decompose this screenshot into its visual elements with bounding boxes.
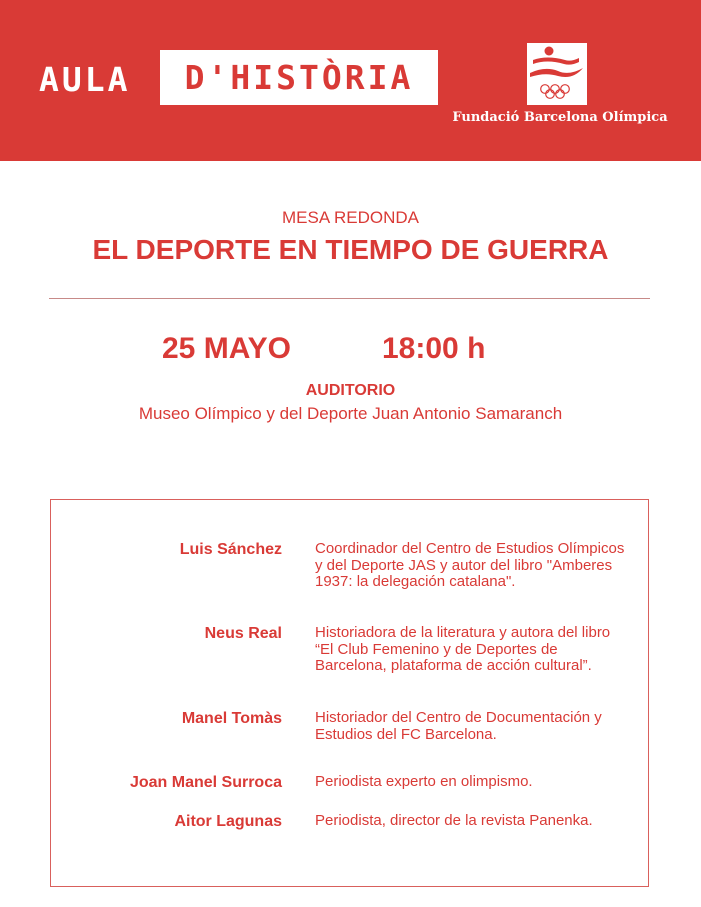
event-time: 18:00 h	[382, 332, 486, 365]
speakers-panel	[50, 499, 649, 887]
event-title: EL DEPORTE EN TIEMPO DE GUERRA	[92, 234, 609, 265]
speaker-bio: Historiadora de la literatura y autora del libro “El Club Femenino y de Deportes de Barcelona, plataforma de acción cultural”.	[315, 624, 611, 674]
speaker-bio: Coordinador del Centro de Estudios Olímpicos y del Deporte JAS y autor del libro "Amberes 1937: la delegación catalana".	[315, 540, 625, 590]
speaker-name: Neus Real	[204, 625, 282, 642]
event-date: 25 MAYO	[162, 332, 291, 365]
series-title-aula: AULA	[39, 60, 131, 99]
venue-label: AUDITORIO	[305, 382, 396, 399]
speaker-bio: Periodista, director de la revista Panenka.	[315, 812, 593, 829]
speaker-name: Luis Sánchez	[179, 541, 282, 558]
header-band	[0, 0, 701, 161]
series-title-historia: D'HISTÒRIA	[184, 58, 414, 97]
speaker-name: Aitor Lagunas	[174, 813, 282, 830]
series-title-box	[160, 50, 438, 105]
event-type: MESA REDONDA	[282, 208, 419, 227]
speaker-bio: Periodista experto en olimpismo.	[315, 773, 533, 790]
barcelona-olympic-logo-icon	[527, 43, 587, 105]
divider-line	[49, 298, 650, 299]
speaker-bio: Historiador del Centro de Documentación y Estudios del FC Barcelona.	[315, 709, 602, 743]
speaker-name: Manel Tomàs	[181, 710, 282, 727]
foundation-name: Fundació Barcelona Olímpica	[452, 110, 668, 125]
speaker-name: Joan Manel Surroca	[129, 774, 282, 791]
venue-name: Museo Olímpico y del Deporte Juan Antonio Samaranch	[138, 404, 563, 423]
